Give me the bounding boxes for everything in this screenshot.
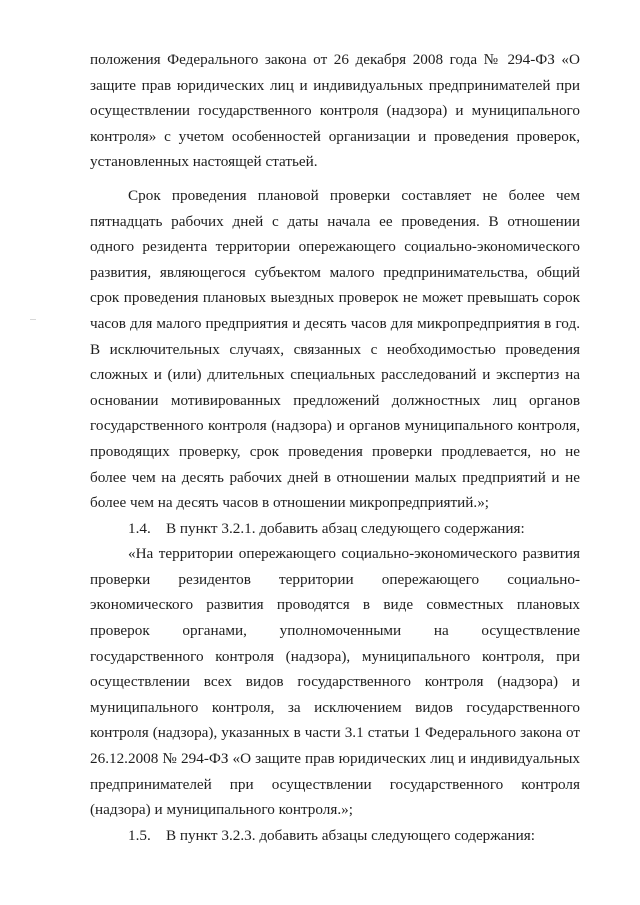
paragraph-gap xyxy=(90,175,580,183)
document-body xyxy=(90,47,580,848)
scan-margin-mark xyxy=(30,319,36,320)
paragraph-joint-inspections: «На территории опережающего социально-экономического развития проверки резидентов территории опережающего социально-экономического развития проводятся в виде совместных плановых проверок органами, уполномоченными на осуществление государственного контроля (надзора), муниципального контроля, при осуществлении всех видов государственного контроля (надзора) и муниципального контроля, за исключением видов государственного контроля (надзора), указанных в части 3.1 статьи 1 Федерального закона от 26.12.2008 № 294-ФЗ «О защите прав юридических лиц и индивидуальных предпринимателей при осуществлении государственного контроля (надзора) и муниципального контроля.»; xyxy=(90,545,580,819)
paragraph-continuation: положения Федерального закона от 26 декабря 2008 года № 294-ФЗ «О защите прав юридических лиц и индивидуальных предпринимателей при осуществлении государственного контроля (надзора) и муниципального контроля» с учетом особенностей организации и проведения проверок, установленных настоящей статьей. xyxy=(90,51,580,171)
paragraph-item-1-4: 1.4. В пункт 3.2.1. добавить абзац следующего содержания: xyxy=(128,519,525,537)
paragraph-inspection-term: Срок проведения плановой проверки составляет не более чем пятнадцать рабочих дней с даты начала ее проведения. В отношении одного резидента территории опережающего социально-экономического развития, являющегося субъектом малого предпринимательства, общий срок проведения плановых выездных проверок не может превышать сорок часов для малого предприятия и десять часов для микропредприятия в год. В исключительных случаях, связанных с необходимостью проведения сложных и (или) длительных специальных расследований и экспертиз на основании мотивированных предложений должностных лиц органов государственного контроля (надзора) и органов муниципального контроля, проводящих проверку, срок проведения проверки продлевается, но не более чем на десять рабочих дней в отношении малых предприятий и не более чем на десять часов в отношении микропредприятий.»; xyxy=(90,186,580,512)
paragraph-item-1-5: 1.5. В пункт 3.2.3. добавить абзацы следующего содержания: xyxy=(128,826,535,844)
